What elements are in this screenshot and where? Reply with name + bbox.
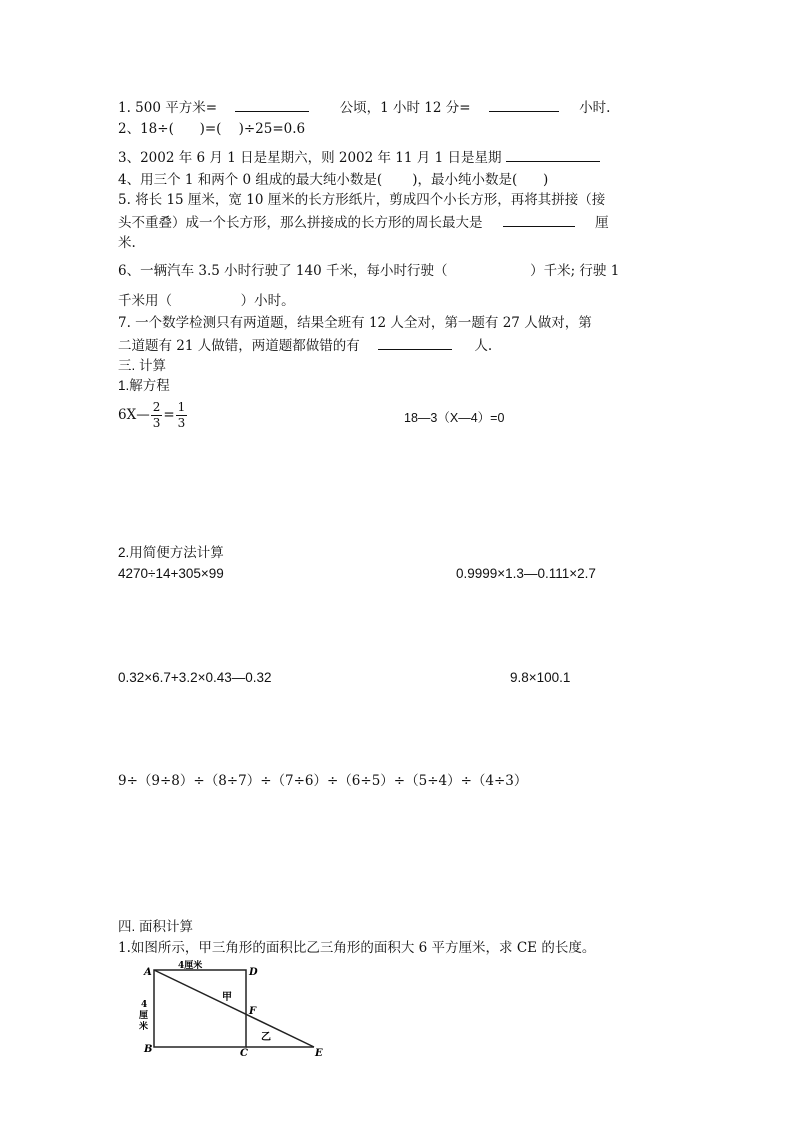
fraction-denominator: 3	[152, 416, 161, 430]
answer-blank[interactable]	[235, 98, 309, 112]
question-5-text: 头不重叠）成一个长方形，那么拼接成的长方形的周长最大是	[118, 215, 483, 231]
label-e: E	[315, 1048, 323, 1058]
equals-sign: =	[163, 407, 175, 423]
fraction-numerator: 1	[177, 400, 186, 414]
calc-2: 0.9999×1.3—0.111×2.7	[456, 566, 596, 581]
answer-blank[interactable]	[489, 98, 559, 112]
label-b: B	[144, 1044, 153, 1055]
question-1-part2: 公顷，1 小时 12 分=	[339, 100, 471, 116]
calc-1: 4270÷14+305×99	[118, 566, 224, 581]
geometry-figure	[130, 958, 340, 1058]
question-6-text-a: 6、一辆汽车 3.5 小时行驶了 140 千米，每小时行驶（	[118, 263, 448, 279]
calc-5: 9÷（9÷8）÷（8÷7）÷（7÷6）÷（6÷5）÷（5÷4）÷（4÷3）	[118, 773, 528, 789]
answer-blank[interactable]	[506, 148, 600, 162]
label-region-yi: 乙	[261, 1032, 271, 1043]
section-3-sub2: 2.用简便方法计算	[118, 545, 224, 560]
question-5-unit: 厘	[595, 215, 609, 231]
equation-1-prefix: 6X—	[118, 407, 150, 423]
question-7-unit: 人.	[474, 338, 493, 354]
question-4: 4、用三个 1 和两个 0 组成的最大纯小数是( )，最小纯小数是( )	[118, 172, 549, 188]
answer-blank[interactable]	[378, 336, 452, 350]
label-left-side-num: 4	[141, 1000, 148, 1010]
question-6-text-d: ）小时。	[240, 293, 295, 309]
label-f: F	[249, 1006, 257, 1017]
label-region-jia: 甲	[222, 992, 232, 1003]
question-7-line2	[118, 336, 492, 355]
question-5-line3: 米.	[118, 235, 136, 251]
fraction-numerator: 2	[152, 400, 161, 414]
section-3-sub1: 1.解方程	[118, 378, 170, 393]
fraction-denominator: 3	[177, 416, 186, 430]
question-5-line2	[118, 213, 609, 232]
label-c: C	[240, 1048, 248, 1058]
question-5-line1: 5. 将长 15 厘米，宽 10 厘米的长方形纸片，剪成四个小长方形，再将其拼接（接	[118, 192, 606, 208]
equation-2: 18—3（X—4）=0	[404, 411, 505, 425]
fraction-2-3	[151, 400, 163, 431]
question-6-text-b: ）千米; 行驶 1	[530, 263, 620, 279]
question-7-text: 二道题有 21 人做错，两道题都做错的有	[118, 338, 360, 354]
answer-blank[interactable]	[503, 213, 575, 227]
label-a: A	[144, 967, 152, 978]
label-d: D	[249, 967, 258, 978]
section-3-title: 三. 计算	[118, 358, 167, 373]
square-abcd	[154, 970, 246, 1047]
question-6-line2	[118, 292, 295, 310]
calc-3: 0.32×6.7+3.2×0.43—0.32	[118, 670, 272, 685]
label-left-side-unit-2: 米	[139, 1022, 149, 1032]
calc-4: 9.8×100.1	[510, 670, 571, 685]
question-1-part3: 小时.	[579, 100, 611, 116]
question-6-line1	[118, 262, 619, 280]
fraction-1-3	[176, 400, 188, 431]
segment-ae	[154, 970, 314, 1047]
question-3-text: 3、2002 年 6 月 1 日是星期六，则 2002 年 11 月 1 日是星期	[118, 150, 502, 166]
section-4-question-1: 1.如图所示，甲三角形的面积比乙三角形的面积大 6 平方厘米，求 CE 的长度。	[118, 940, 596, 956]
label-left-side-unit-1: 厘	[139, 1011, 149, 1021]
equation-1	[118, 400, 188, 431]
label-top-side: 4厘米	[178, 961, 203, 971]
question-7-line1: 7. 一个数学检测只有两道题，结果全班有 12 人全对，第一题有 27 人做对，第	[118, 315, 592, 331]
question-6-text-c: 千米用（	[118, 293, 172, 309]
question-2: 2、18÷( )=( )÷25=0.6	[118, 121, 306, 137]
question-1	[118, 98, 610, 117]
section-4-title: 四. 面积计算	[118, 919, 194, 934]
question-1-part1: 1. 500 平方米=	[118, 100, 218, 116]
question-3	[118, 148, 600, 167]
